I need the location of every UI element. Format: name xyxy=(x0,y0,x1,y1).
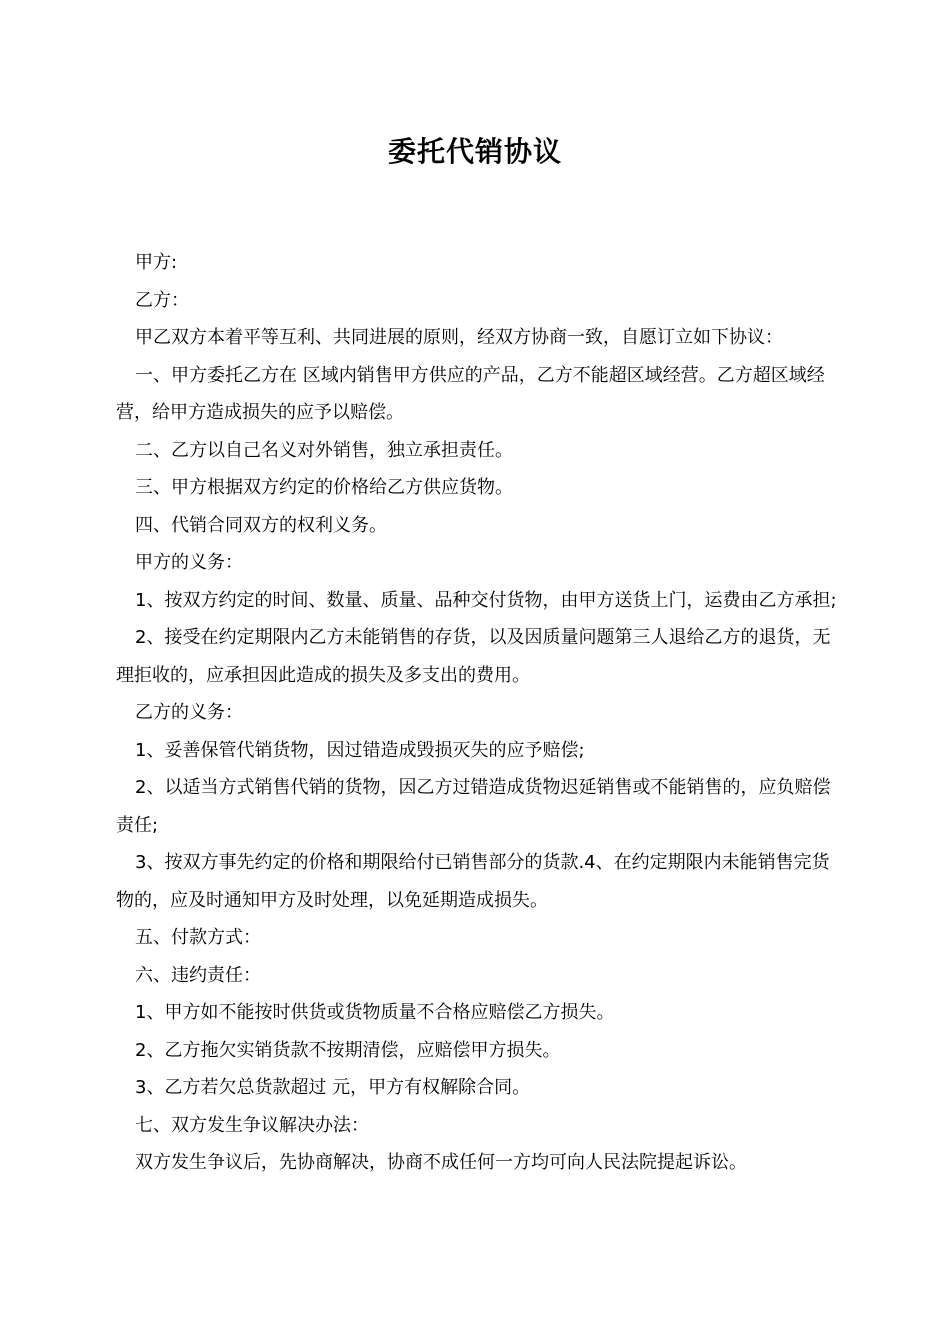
paragraph-clause-2: 二、乙方以自己名义对外销售，独立承担责任。 xyxy=(135,439,513,461)
paragraph-clause-6: 六、违约责任： xyxy=(135,964,261,986)
document-body xyxy=(116,244,844,1182)
paragraph-breach-2: 2、乙方拖欠实销货款不按期清偿，应赔偿甲方损失。 xyxy=(135,1039,561,1061)
paragraph-party-a-obligations-heading: 甲方的义务： xyxy=(135,552,243,573)
paragraph-party-a-obligation-1: 1、按双方约定的时间、数量、质量、品种交付货物，由甲方送货上门，运费由乙方承担; xyxy=(135,589,837,611)
document-title: 委托代销协议 xyxy=(387,135,562,168)
paragraph-clause-7: 七、双方发生争议解决办法： xyxy=(135,1114,369,1136)
paragraph-breach-3: 3、乙方若欠总货款超过 元，甲方有权解除合同。 xyxy=(135,1077,531,1098)
paragraph-party-b-obligation-3: 3、按双方事先约定的价格和期限给付已销售部分的货款.4、在约定期限内未能销售完货物的，应及时通知甲方及时处理，以免延期造成损失。 xyxy=(116,852,830,911)
paragraph-party-a: 甲方: xyxy=(135,252,178,273)
paragraph-dispute-resolution: 双方发生争议后，先协商解决，协商不成任何一方均可向人民法院提起诉讼。 xyxy=(135,1152,747,1173)
paragraph-clause-5: 五、付款方式： xyxy=(135,927,261,948)
paragraph-party-b-obligation-2: 2、以适当方式销售代销的货物，因乙方过错造成货物迟延销售或不能销售的，应负赔偿责任; xyxy=(116,777,831,836)
paragraph-party-a-obligation-2: 2、接受在约定期限内乙方未能销售的存货，以及因质量问题第三人退给乙方的退货，无理拒收的，应承担因此造成的损失及多支出的费用。 xyxy=(116,627,831,686)
paragraph-clause-1: 一、甲方委托乙方在 区域内销售甲方供应的产品，乙方不能超区域经营。乙方超区域经营，给甲方造成损失的应予以赔偿。 xyxy=(116,364,825,423)
paragraph-party-b-obligation-1: 1、妥善保管代销货物，因过错造成毁损灭失的应予赔偿; xyxy=(135,739,585,761)
paragraph-clause-3: 三、甲方根据双方约定的价格给乙方供应货物。 xyxy=(135,477,513,498)
paragraph-party-b-obligations-heading: 乙方的义务： xyxy=(135,702,243,723)
paragraph-breach-1: 1、甲方如不能按时供货或货物质量不合格应赔偿乙方损失。 xyxy=(135,1002,615,1023)
paragraph-clause-4: 四、代销合同双方的权利义务。 xyxy=(135,514,387,536)
paragraph-preamble: 甲乙双方本着平等互利、共同进展的原则，经双方协商一致，自愿订立如下协议： xyxy=(135,327,783,348)
paragraph-party-b: 乙方： xyxy=(135,289,189,311)
